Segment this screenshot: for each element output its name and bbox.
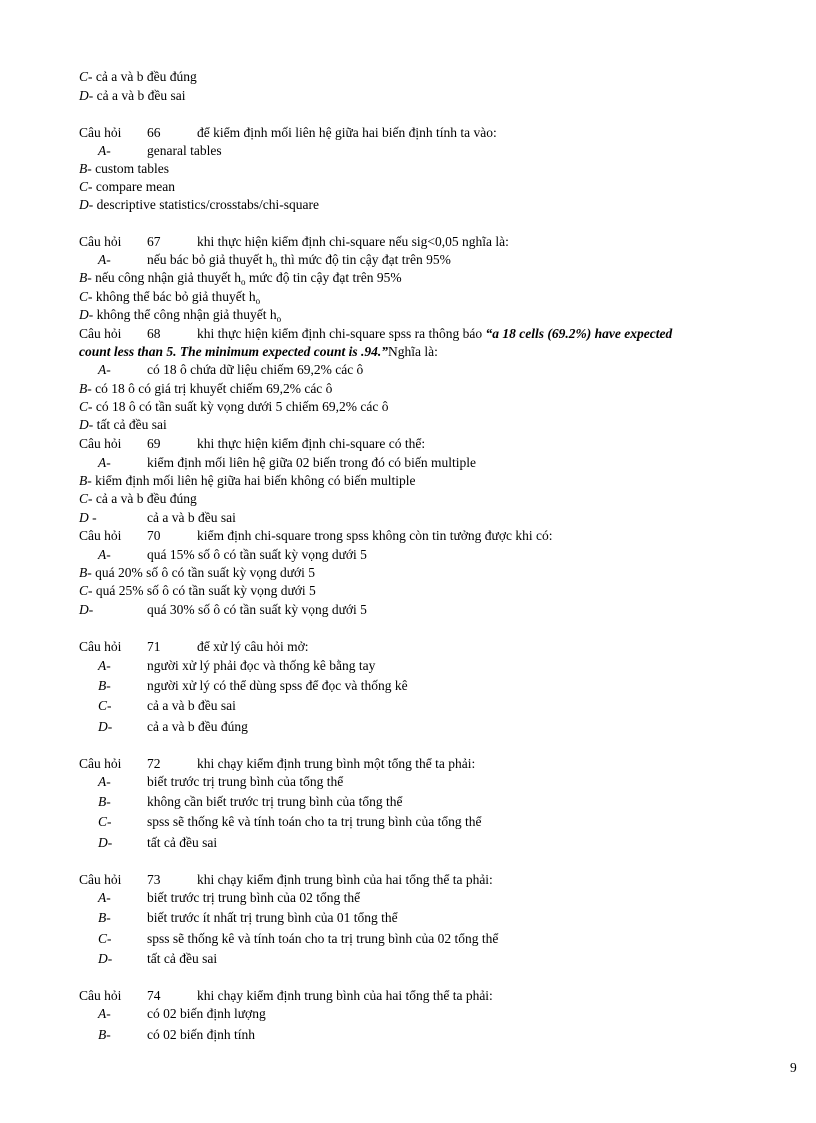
q73-option-a: A- biết trước trị trung bình của 02 tổng thể [98, 890, 361, 905]
q73-option-d: D- tất cả đều sai [98, 951, 218, 966]
q73-option-b: B- biết trước ít nhất trị trung bình của 01 tổng thể [98, 910, 398, 925]
question-73: Câu hỏi 73 khi chạy kiểm định trung bình của hai tổng thể ta phải: [79, 872, 493, 887]
q69-option-d: D - cả a và b đều sai [79, 510, 236, 525]
q74-option-a: A- có 02 biến định lượng [98, 1006, 266, 1021]
q66-option-a: A- genaral tables [98, 143, 222, 158]
q68-option-b: B- có 18 ô có giá trị khuyết chiếm 69,2% các ô [79, 381, 333, 396]
q70-option-a: A- quá 15% số ô có tần suất kỳ vọng dưới 5 [98, 547, 367, 562]
question-72: Câu hỏi 72 khi chạy kiểm định trung bình một tổng thể ta phải: [79, 756, 476, 771]
q69-option-c: C- cả a và b đều đúng [79, 491, 197, 506]
q67-option-d: D- không thể công nhận giả thuyết $h_o$ [79, 307, 282, 324]
q70-option-c: C- quá 25% số ô có tần suất kỳ vọng dưới 5 [79, 583, 316, 598]
q66-option-b: B- custom tables [79, 161, 169, 176]
q66-option-c: C- compare mean [79, 179, 175, 194]
page-number: 9 [790, 1060, 797, 1075]
question-67: Câu hỏi 67 khi thực hiện kiểm định chi-square nếu sig<0,05 nghĩa là: [79, 234, 509, 249]
q71-option-b: B- người xử lý có thể dùng spss để đọc và thống kê [98, 678, 408, 693]
q74-option-b: B- có 02 biến định tính [98, 1027, 255, 1042]
q70-option-d: D- quá 30% số ô có tần suất kỳ vọng dưới 5 [79, 602, 367, 617]
q69-option-b: B- kiểm định mối liên hệ giữa hai biến không có biến multiple [79, 473, 416, 488]
question-68: Câu hỏi 68 khi thực hiện kiểm định chi-square spss ra thông báo “a 18 cells (69.2%) have expected [79, 326, 673, 341]
option-d: D- cả a và b đều sai [79, 88, 186, 103]
q71-option-c: C- cả a và b đều sai [98, 698, 236, 713]
option-c: C- cả a và b đều đúng [79, 69, 197, 84]
question-68-cont: count less than 5. The minimum expected count is .94.”Nghĩa là: [79, 344, 438, 359]
q69-option-a: A- kiểm định mối liên hệ giữa 02 biến trong đó có biến multiple [98, 455, 477, 470]
question-71: Câu hỏi 71 để xử lý câu hỏi mở: [79, 639, 309, 654]
question-70: Câu hỏi 70 kiểm định chi-square trong spss không còn tin tưởng được khi có: [79, 528, 553, 543]
question-66: Câu hỏi 66 để kiểm định mối liên hệ giữa hai biến định tính ta vào: [79, 125, 497, 140]
q68-option-a: A- có 18 ô chứa dữ liệu chiếm 69,2% các ô [98, 362, 364, 377]
q66-option-d: D- descriptive statistics/crosstabs/chi-square [79, 197, 319, 212]
question-74: Câu hỏi 74 khi chạy kiểm định trung bình của hai tổng thể ta phải: [79, 988, 493, 1003]
q71-option-d: D- cả a và b đều đúng [98, 719, 248, 734]
q67-option-a: A- nếu bác bỏ giả thuyết $h_o$ thì mức độ tin cậy đạt trên 95% [98, 252, 451, 269]
q67-option-b: B- nếu công nhận giả thuyết $h_o$ mức độ tin cậy đạt trên 95% [79, 270, 402, 287]
q73-option-c: C- spss sẽ thống kê và tính toán cho ta trị trung bình của 02 tổng thể [98, 931, 499, 946]
q67-option-c: C- không thể bác bỏ giả thuyết $h_o$ [79, 289, 261, 306]
q68-option-c: C- có 18 ô có tần suất kỳ vọng dưới 5 chiếm 69,2% các ô [79, 399, 389, 414]
q72-option-c: C- spss sẽ thống kê và tính toán cho ta trị trung bình của tổng thể [98, 814, 482, 829]
q72-option-b: B- không cần biết trước trị trung bình của tổng thể [98, 794, 403, 809]
q72-option-d: D- tất cả đều sai [98, 835, 218, 850]
q68-option-d: D- tất cả đều sai [79, 417, 167, 432]
question-69: Câu hỏi 69 khi thực hiện kiểm định chi-square có thể: [79, 436, 426, 451]
q72-option-a: A- biết trước trị trung bình của tổng thể [98, 774, 344, 789]
q70-option-b: B- quá 20% số ô có tần suất kỳ vọng dưới 5 [79, 565, 316, 580]
q71-option-a: A- người xử lý phải đọc và thống kê bằng tay [98, 658, 376, 673]
